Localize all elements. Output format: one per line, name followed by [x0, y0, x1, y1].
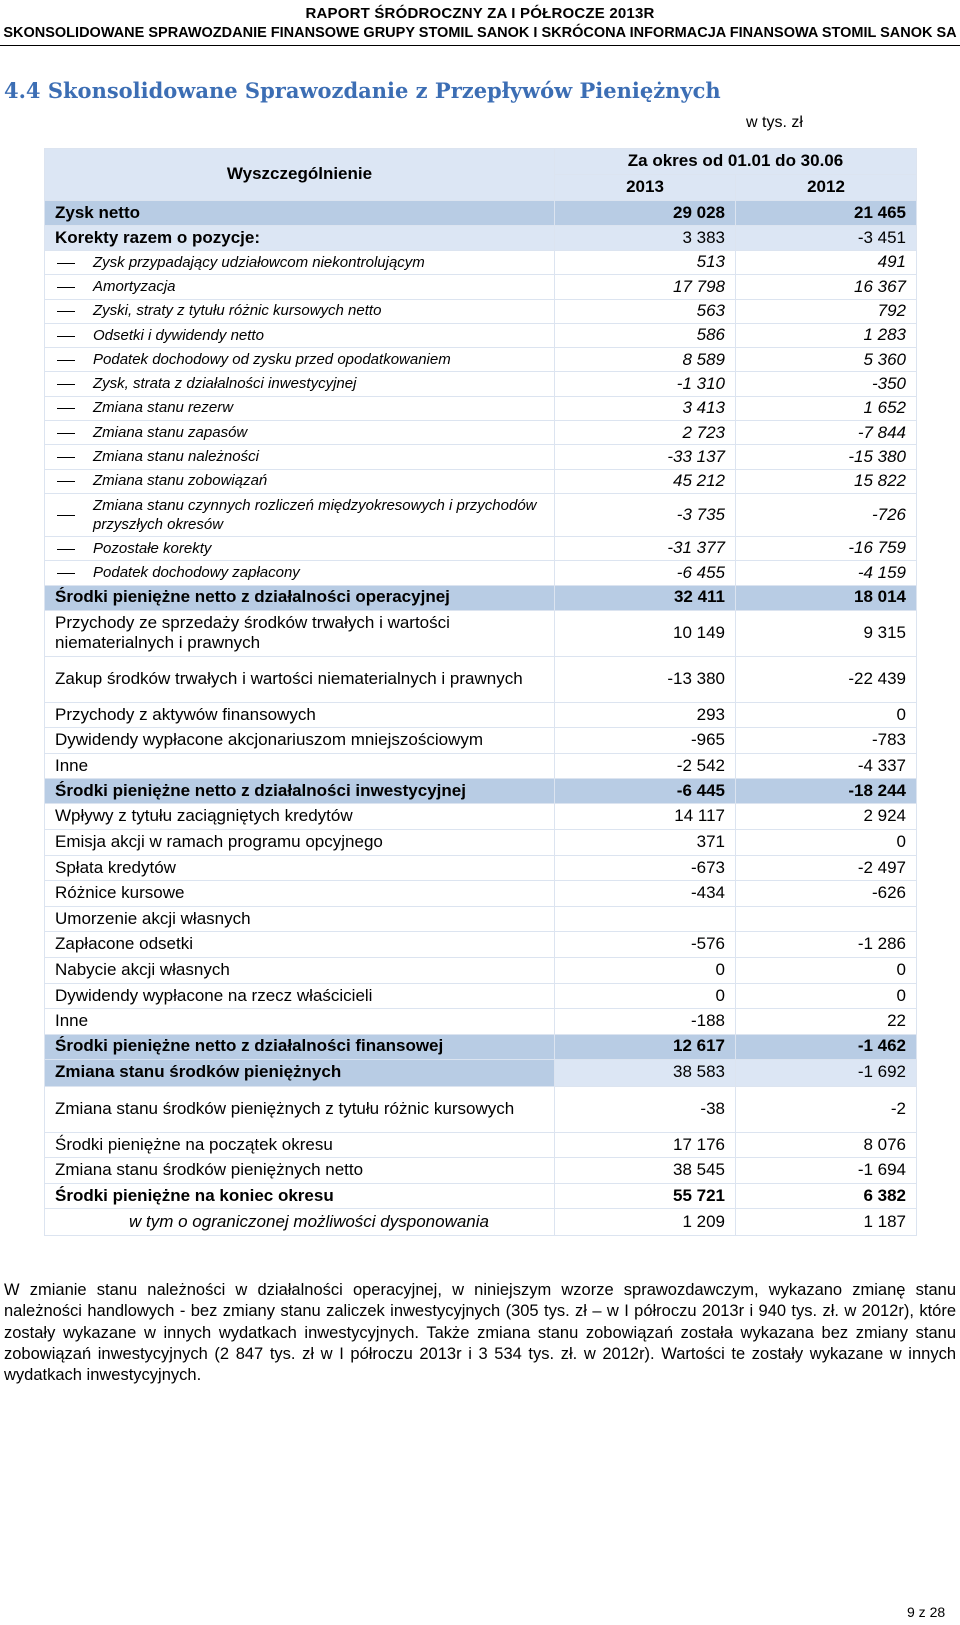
value-2013: 14 117 — [555, 804, 736, 830]
table-row — [45, 1009, 917, 1035]
table-row — [45, 753, 917, 779]
row-label: Zmiana stanu środków pieniężnych — [45, 1059, 555, 1086]
value-2013: 45 212 — [555, 469, 736, 493]
report-subtitle: SKONSOLIDOWANE SPRAWOZDANIE FINANSOWE GRUPY STOMIL SANOK I SKRÓCONA INFORMACJA FINANSOWA STOMIL SANOK SA — [3, 25, 957, 41]
value-2012: 8 076 — [736, 1132, 917, 1158]
table-row — [45, 702, 917, 728]
page-number: 9 z 28 — [907, 1604, 946, 1620]
row-label: Zysk, strata z działalności inwestycyjnej — [45, 372, 555, 396]
table-row — [45, 1208, 917, 1235]
col-header-year-2012: 2012 — [736, 175, 917, 201]
table-row — [45, 1059, 917, 1086]
row-label: Spłata kredytów — [45, 855, 555, 881]
value-2013: 3 383 — [555, 226, 736, 251]
table-row — [45, 1034, 917, 1059]
row-label: Zmiana stanu należności — [45, 445, 555, 469]
table-row — [45, 421, 917, 445]
table-row — [45, 656, 917, 702]
value-2012: -22 439 — [736, 656, 917, 702]
value-2013: 371 — [555, 829, 736, 855]
value-2012: -626 — [736, 881, 917, 907]
row-label: Emisja akcji w ramach programu opcyjnego — [45, 829, 555, 855]
value-2013: -576 — [555, 932, 736, 958]
row-label: Dywidendy wypłacone akcjonariuszom mniejszościowym — [45, 728, 555, 754]
table-row — [45, 1183, 917, 1208]
header-rule — [0, 45, 960, 46]
row-label: Zmiana stanu rezerw — [45, 396, 555, 420]
row-label: Zapłacone odsetki — [45, 932, 555, 958]
table-row — [45, 779, 917, 804]
value-2013: 513 — [555, 251, 736, 275]
value-2012: -4 337 — [736, 753, 917, 779]
value-2012: -3 451 — [736, 226, 917, 251]
value-2012: 21 465 — [736, 201, 917, 226]
section-title: 4.4 Skonsolidowane Sprawozdanie z Przepływów Pieniężnych — [4, 78, 721, 103]
table-row — [45, 957, 917, 983]
table-row — [45, 881, 917, 907]
value-2013: 38 545 — [555, 1158, 736, 1184]
table-row — [45, 855, 917, 881]
value-2012: -4 159 — [736, 561, 917, 585]
col-header-period: Za okres od 01.01 do 30.06 — [555, 149, 917, 175]
row-label: Zysk netto — [45, 201, 555, 226]
row-label: Przychody z aktywów finansowych — [45, 702, 555, 728]
value-2012: 18 014 — [736, 585, 917, 610]
value-2013: 586 — [555, 323, 736, 347]
row-label: Inne — [45, 753, 555, 779]
table-row — [45, 372, 917, 396]
table-row — [45, 493, 917, 536]
row-label: Środki pieniężne netto z działalności operacyjnej — [45, 585, 555, 610]
row-label: Środki pieniężne netto z działalności inwestycyjnej — [45, 779, 555, 804]
value-2012: -726 — [736, 493, 917, 536]
value-2013: 17 798 — [555, 275, 736, 299]
value-2012: -2 497 — [736, 855, 917, 881]
row-label: Podatek dochodowy od zysku przed opodatkowaniem — [45, 348, 555, 372]
value-2013: 29 028 — [555, 201, 736, 226]
table-row — [45, 1086, 917, 1132]
value-2012: -1 286 — [736, 932, 917, 958]
table-row — [45, 469, 917, 493]
value-2013: 55 721 — [555, 1183, 736, 1208]
value-2013: -33 137 — [555, 445, 736, 469]
report-title: RAPORT ŚRÓDROCZNY ZA I PÓŁROCZE 2013R — [305, 5, 655, 22]
value-2013: -434 — [555, 881, 736, 907]
value-2013: 38 583 — [555, 1059, 736, 1086]
value-2013: 293 — [555, 702, 736, 728]
table-row — [45, 804, 917, 830]
row-label: Pozostałe korekty — [45, 536, 555, 560]
value-2013: 0 — [555, 983, 736, 1009]
value-2013: 10 149 — [555, 610, 736, 656]
value-2012: 15 822 — [736, 469, 917, 493]
value-2012: 1 652 — [736, 396, 917, 420]
value-2013: -673 — [555, 855, 736, 881]
table-row — [45, 201, 917, 226]
row-label: Inne — [45, 1009, 555, 1035]
col-header-year-2013: 2013 — [555, 175, 736, 201]
table-row — [45, 445, 917, 469]
value-2013: 32 411 — [555, 585, 736, 610]
value-2013: -38 — [555, 1086, 736, 1132]
row-label: Podatek dochodowy zapłacony — [45, 561, 555, 585]
value-2012: 6 382 — [736, 1183, 917, 1208]
table-row — [45, 536, 917, 560]
table-row — [45, 932, 917, 958]
row-label: Środki pieniężne na koniec okresu — [45, 1183, 555, 1208]
value-2013: 8 589 — [555, 348, 736, 372]
value-2013: 2 723 — [555, 421, 736, 445]
table-row — [45, 1158, 917, 1184]
value-2012: 2 924 — [736, 804, 917, 830]
table-row — [45, 728, 917, 754]
row-label: Środki pieniężne netto z działalności finansowej — [45, 1034, 555, 1059]
row-label: Dywidendy wypłacone na rzecz właścicieli — [45, 983, 555, 1009]
value-2012: -783 — [736, 728, 917, 754]
value-2012: -1 692 — [736, 1059, 917, 1086]
value-2013: -1 310 — [555, 372, 736, 396]
value-2012 — [736, 906, 917, 932]
value-2012: 1 187 — [736, 1208, 917, 1235]
value-2012: 9 315 — [736, 610, 917, 656]
row-label: Umorzenie akcji własnych — [45, 906, 555, 932]
row-label: Różnice kursowe — [45, 881, 555, 907]
row-label: Wpływy z tytułu zaciągniętych kredytów — [45, 804, 555, 830]
value-2012: 0 — [736, 983, 917, 1009]
table-row — [45, 299, 917, 323]
value-2012: 22 — [736, 1009, 917, 1035]
row-label: Zmiana stanu środków pieniężnych netto — [45, 1158, 555, 1184]
row-label: Odsetki i dywidendy netto — [45, 323, 555, 347]
table-row — [45, 610, 917, 656]
table-row — [45, 226, 917, 251]
row-label: Zmiana stanu zobowiązań — [45, 469, 555, 493]
value-2012: 16 367 — [736, 275, 917, 299]
table-row — [45, 585, 917, 610]
value-2012: -1 462 — [736, 1034, 917, 1059]
table-row — [45, 348, 917, 372]
unit-label: w tys. zł — [746, 114, 803, 131]
table-row — [45, 323, 917, 347]
table-row — [45, 983, 917, 1009]
value-2012: -2 — [736, 1086, 917, 1132]
value-2013: -188 — [555, 1009, 736, 1035]
value-2013: -2 542 — [555, 753, 736, 779]
value-2013: -13 380 — [555, 656, 736, 702]
row-label: Zmiana stanu zapasów — [45, 421, 555, 445]
value-2012: -7 844 — [736, 421, 917, 445]
value-2013: -6 455 — [555, 561, 736, 585]
value-2013: 1 209 — [555, 1208, 736, 1235]
value-2013: -965 — [555, 728, 736, 754]
row-label: Zmiana stanu środków pieniężnych z tytułu różnic kursowych — [45, 1086, 555, 1132]
value-2013: 563 — [555, 299, 736, 323]
table-row — [45, 251, 917, 275]
footnote-paragraph: W zmianie stanu należności w działalności operacyjnej, w niniejszym wzorze sprawozdawczym, wykazano zmianę stanu należności handlowych - bez zmiany stanu zaliczek inwestycyjnych (305 tys. zł – w I półroczu 2013r i 940 tys. zł. w 2012r), które zostały wykazane w innych wydatkach inwestycyjnych. Także zmiana stanu zobowiązań została wykazana bez zmiany stanu zobowiązań inwestycyjnych (2 847 tys. zł w I półroczu 2013r i 3 534 tys. zł. w 2012r). Wartości te zostały wykazane w innych wydatkach inwestycyjnych. — [4, 1281, 956, 1385]
table-row — [45, 275, 917, 299]
row-label: Nabycie akcji własnych — [45, 957, 555, 983]
row-label: Korekty razem o pozycje: — [45, 226, 555, 251]
value-2012: 0 — [736, 829, 917, 855]
table-row — [45, 906, 917, 932]
value-2012: 1 283 — [736, 323, 917, 347]
value-2012: 0 — [736, 957, 917, 983]
value-2012: -350 — [736, 372, 917, 396]
value-2012: -16 759 — [736, 536, 917, 560]
row-label: Zysk przypadający udziałowcom niekontrolującym — [45, 251, 555, 275]
table-row — [45, 561, 917, 585]
table-body — [45, 201, 917, 1236]
value-2012: 792 — [736, 299, 917, 323]
table-row — [45, 829, 917, 855]
row-label: Przychody ze sprzedaży środków trwałych i wartości niematerialnych i prawnych — [45, 610, 555, 656]
value-2012: -15 380 — [736, 445, 917, 469]
table-row — [45, 396, 917, 420]
value-2012: -18 244 — [736, 779, 917, 804]
value-2013: -3 735 — [555, 493, 736, 536]
value-2012: -1 694 — [736, 1158, 917, 1184]
value-2013: 3 413 — [555, 396, 736, 420]
row-label: Zyski, straty z tytułu różnic kursowych netto — [45, 299, 555, 323]
value-2013: 0 — [555, 957, 736, 983]
value-2012: 5 360 — [736, 348, 917, 372]
value-2013: -6 445 — [555, 779, 736, 804]
value-2013: -31 377 — [555, 536, 736, 560]
value-2012: 491 — [736, 251, 917, 275]
col-header-label: Wyszczególnienie — [45, 149, 555, 201]
value-2012: 0 — [736, 702, 917, 728]
row-label: Amortyzacja — [45, 275, 555, 299]
row-label: Środki pieniężne na początek okresu — [45, 1132, 555, 1158]
row-label: Zmiana stanu czynnych rozliczeń międzyokresowych i przychodów przyszłych okresów — [45, 493, 555, 536]
value-2013: 12 617 — [555, 1034, 736, 1059]
row-label: w tym o ograniczonej możliwości dysponowania — [45, 1208, 555, 1235]
value-2013: 17 176 — [555, 1132, 736, 1158]
value-2013 — [555, 906, 736, 932]
row-label: Zakup środków trwałych i wartości niematerialnych i prawnych — [45, 656, 555, 702]
table-row — [45, 1132, 917, 1158]
cash-flow-table — [44, 148, 917, 1236]
